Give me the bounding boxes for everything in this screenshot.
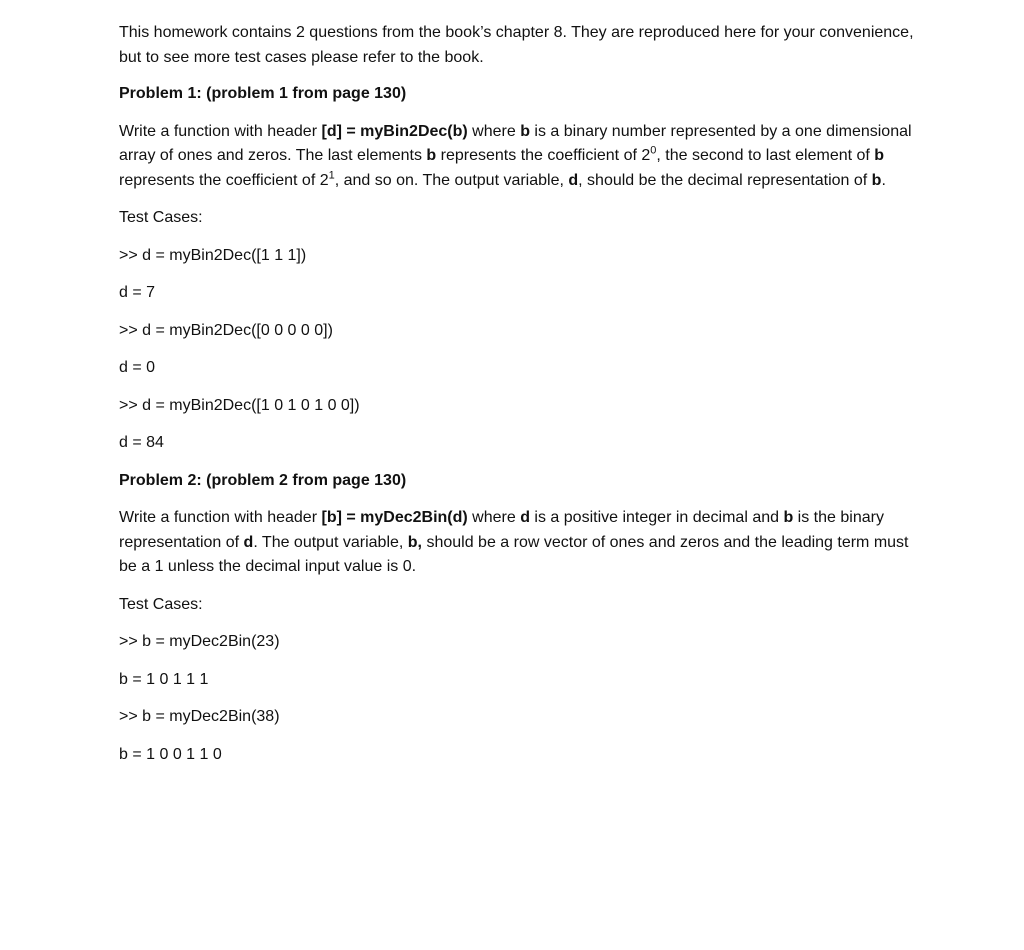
test-case-line: d = 7 bbox=[119, 284, 156, 301]
test-case-line: d = 0 bbox=[119, 359, 156, 376]
test-case-line: b = 1 0 1 1 1 bbox=[119, 670, 209, 688]
test-case-line: >> d = myBin2Dec([1 1 1]) bbox=[119, 246, 307, 264]
function-header-bin2dec: [d] = myBin2Dec(b) bbox=[321, 122, 468, 140]
problem-1-test-cases-label: Test Cases: bbox=[119, 209, 203, 226]
problem-1-heading: Problem 1: (problem 1 from page 130) bbox=[119, 85, 407, 102]
test-case-line: >> d = myBin2Dec([0 0 0 0 0]) bbox=[119, 321, 333, 339]
test-case-line: >> d = myBin2Dec([1 0 1 0 1 0 0]) bbox=[119, 396, 360, 414]
document-page bbox=[119, 21, 919, 780]
function-header-dec2bin: [b] = myDec2Bin(d) bbox=[321, 509, 468, 526]
problem-2-test-cases-label: Test Cases: bbox=[119, 595, 203, 613]
test-case-line: b = 1 0 0 1 1 0 bbox=[119, 745, 222, 763]
problem-2-description: Write a function with header [b] = myDec2Bin(d) where d is a positive integer in decimal and b is the binary representation of d. The output variable, b, should be a row vector of ones and zeros and the leading term must be a 1 unless the decimal input value is 0. bbox=[119, 509, 909, 575]
test-case-line: >> b = myDec2Bin(38) bbox=[119, 708, 280, 725]
test-case-line: d = 84 bbox=[119, 434, 164, 451]
test-case-line: >> b = myDec2Bin(23) bbox=[119, 633, 280, 650]
problem-2-heading: Problem 2: (problem 2 from page 130) bbox=[119, 471, 407, 489]
problem-1-description: Write a function with header [d] = myBin2Dec(b) where b is a binary number represented by a one dimensional array of ones and zeros. The last elements b represents the coefficient of $2^0$, the second to last element of b represents the coefficient of $2^1$, and so on. The output variable, d, should be the decimal representation of b. bbox=[119, 122, 912, 189]
intro-paragraph: This homework contains 2 questions from the book’s chapter 8. They are reproduced here for your convenience, but to see more test cases please refer to the book. bbox=[119, 24, 914, 66]
